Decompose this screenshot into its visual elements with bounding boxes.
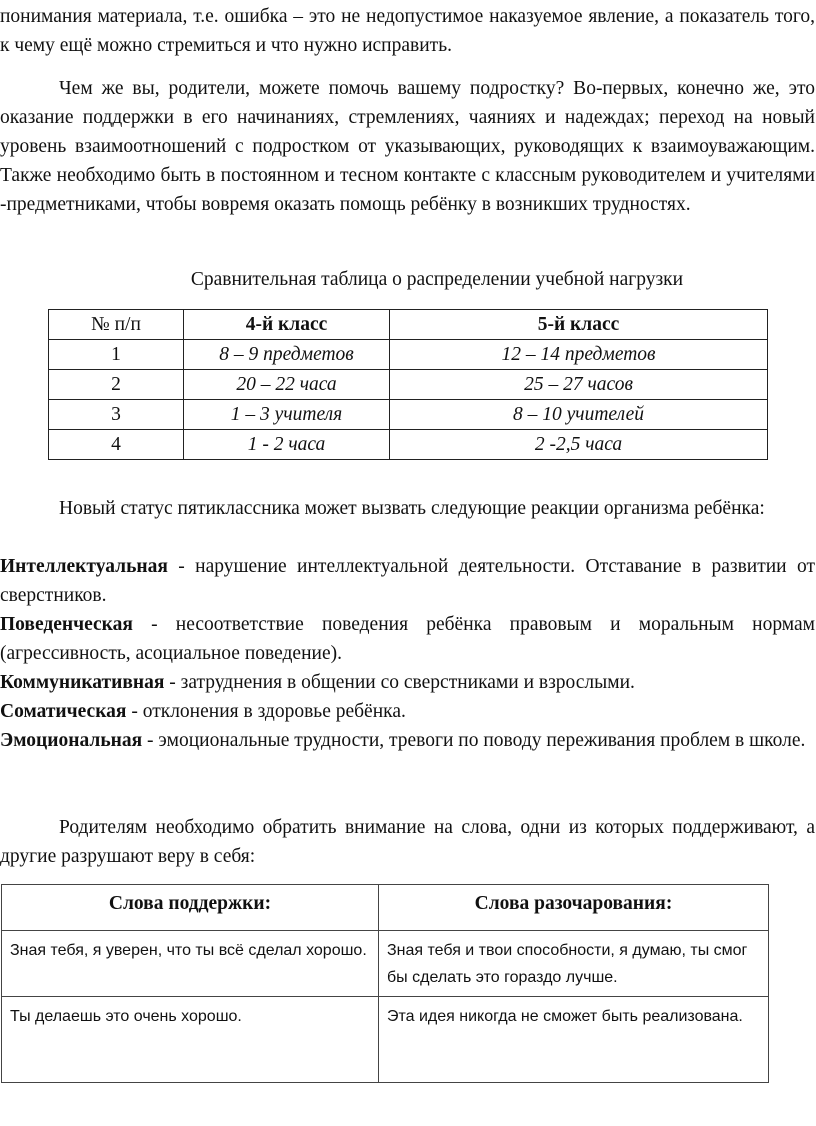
paragraph-parent-help: Чем же вы, родители, можете помочь вашему подростку? Во-первых, конечно же, это оказание поддержки в его начинаниях, стремлениях, чаяниях и надеждах; переход на новый уровень взаимоотношений с подростком от указывающих, руководящих к взаимоуважающим. Также необходимо быть в постоянном и тесном контакте с классным руководителем и учителями -предметниками, чтобы вовремя оказать помощь ребёнку в возникших трудностях. xyxy=(0,78,815,215)
reaction-term: Интеллектуальная xyxy=(0,556,168,577)
support-phrase: Зная тебя, я уверен, что ты всё сделал хорошо. xyxy=(2,931,379,997)
load-comparison-table xyxy=(48,309,768,460)
table-row xyxy=(49,400,768,430)
table-header-row xyxy=(2,885,769,931)
table-row xyxy=(49,430,768,460)
reaction-behavioral xyxy=(0,610,815,668)
reaction-text: - затруднения в общении со сверстниками и взрослыми. xyxy=(164,672,635,693)
grade-5-value: 2 -2,5 часа xyxy=(390,430,768,460)
grade-5-value: 8 – 10 учителей xyxy=(390,400,768,430)
grade-5-value: 12 – 14 предметов xyxy=(390,340,768,370)
reaction-text: - эмоциональные трудности, тревоги по поводу переживания проблем в школе. xyxy=(142,730,806,751)
reaction-text: - нарушение интеллектуальной деятельности. Отставание в развитии от сверстников. xyxy=(0,556,815,606)
header-grade-4: 4-й класс xyxy=(184,310,390,340)
header-number: № п/п xyxy=(49,310,184,340)
reaction-communicative xyxy=(0,668,815,697)
paragraph-error-note: понимания материала, т.е. ошибка – это не недопустимое наказуемое явление, а показатель того, к чему ещё можно стремиться и что нужно исправить. xyxy=(0,6,815,56)
reaction-term: Эмоциональная xyxy=(0,730,143,751)
table-row xyxy=(2,997,769,1083)
grade-4-value: 1 - 2 часа xyxy=(184,430,390,460)
reaction-text: - несоответствие поведения ребёнка правовым и моральным нормам (агрессивность, асоциальное поведение). xyxy=(0,614,815,664)
reaction-intellectual xyxy=(0,552,815,610)
header-grade-5: 5-й класс xyxy=(390,310,768,340)
table-row xyxy=(2,931,769,997)
header-support-words: Слова поддержки: xyxy=(2,885,379,931)
reaction-emotional xyxy=(0,726,815,755)
reaction-somatic xyxy=(0,697,815,726)
grade-5-value: 25 – 27 часов xyxy=(390,370,768,400)
paragraph-words-intro: Родителям необходимо обратить внимание на слова, одни из которых поддерживают, а другие разрушают веру в себя: xyxy=(0,817,815,867)
row-number: 1 xyxy=(49,340,184,370)
reaction-term: Поведенческая xyxy=(0,614,133,635)
row-number: 3 xyxy=(49,400,184,430)
reaction-term: Коммуникативная xyxy=(0,672,165,693)
reaction-term: Соматическая xyxy=(0,701,127,722)
grade-4-value: 20 – 22 часа xyxy=(184,370,390,400)
support-phrase: Ты делаешь это очень хорошо. xyxy=(2,997,379,1083)
grade-4-value: 1 – 3 учителя xyxy=(184,400,390,430)
paragraph-new-status: Новый статус пятиклассника может вызвать следующие реакции организма ребёнка: xyxy=(59,498,765,519)
grade-4-value: 8 – 9 предметов xyxy=(184,340,390,370)
table-row xyxy=(49,370,768,400)
row-number: 2 xyxy=(49,370,184,400)
words-table xyxy=(1,884,769,1083)
row-number: 4 xyxy=(49,430,184,460)
table-caption: Сравнительная таблица о распределении учебной нагрузки xyxy=(190,269,684,290)
disappointment-phrase: Зная тебя и твои способности, я думаю, ты смог бы сделать это гораздо лучше. xyxy=(379,931,769,997)
reaction-text: - отклонения в здоровье ребёнка. xyxy=(126,701,406,722)
header-disappointment-words: Слова разочарования: xyxy=(379,885,769,931)
disappointment-phrase: Эта идея никогда не сможет быть реализована. xyxy=(379,997,769,1083)
table-row xyxy=(49,340,768,370)
table-header-row xyxy=(49,310,768,340)
